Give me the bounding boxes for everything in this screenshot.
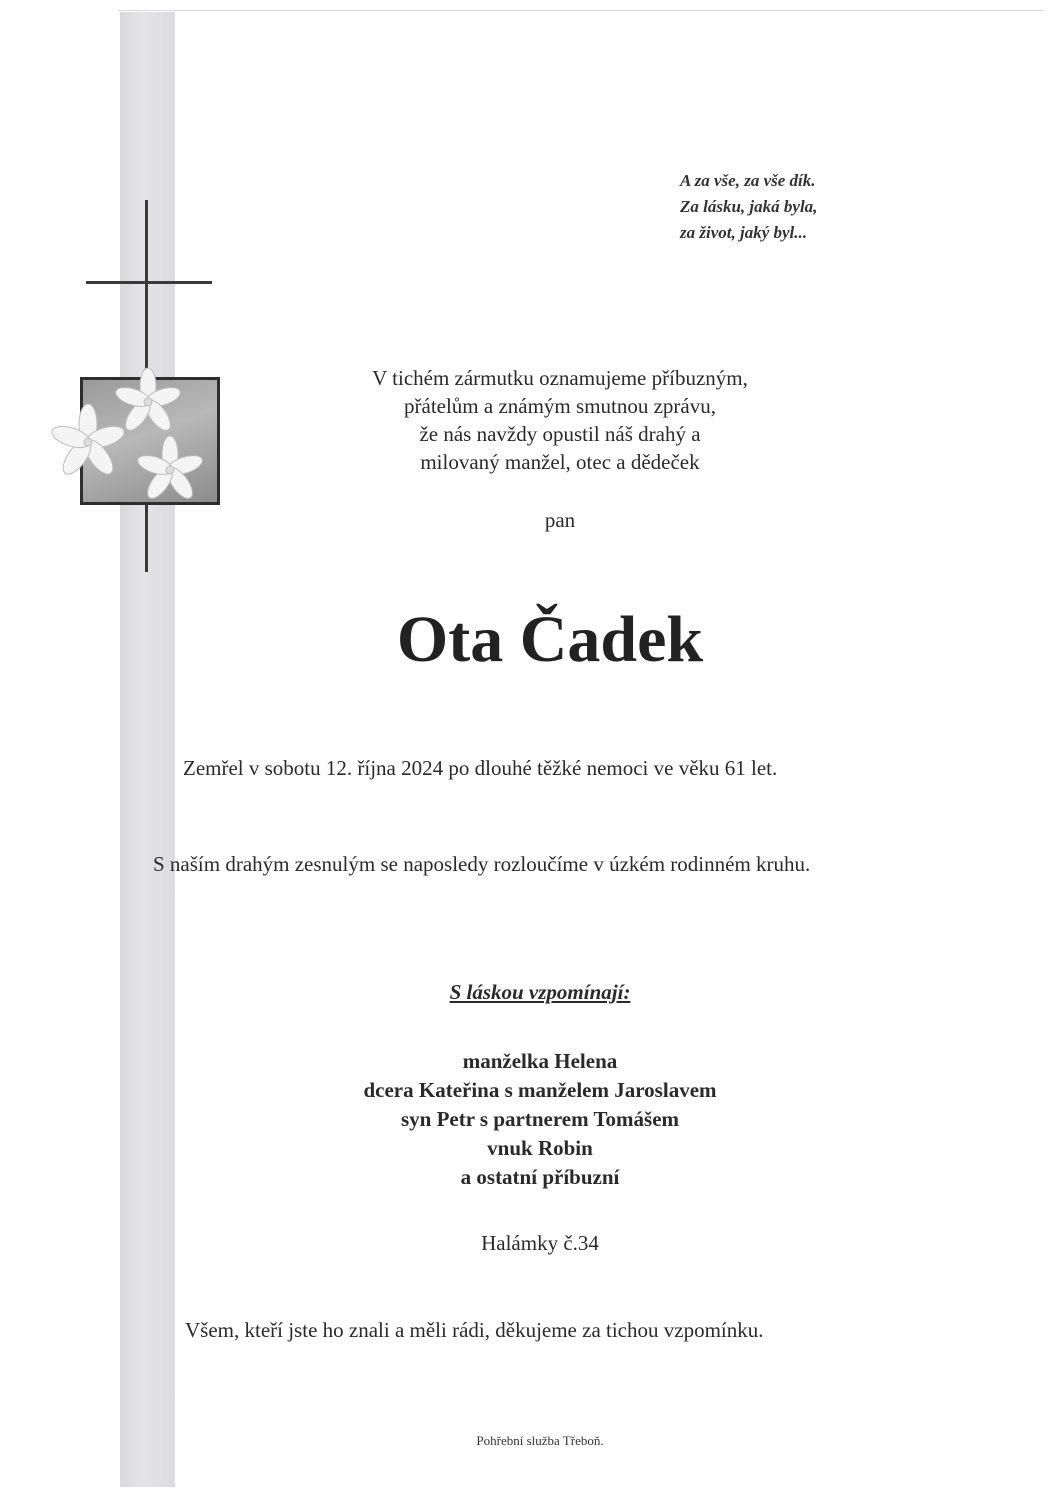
intro-line-1: V tichém zármutku oznamujeme příbuzným, (372, 366, 748, 390)
thanks-note: Všem, kteří jste ho znali a měli rádi, děkujeme za tichou vzpomínku. (185, 1318, 764, 1342)
remembrance-title: S láskou vzpomínají: (449, 980, 631, 1004)
mourner-item: syn Petr s partnerem Tomášem (400, 1107, 680, 1131)
address: Halámky č.34 (481, 1231, 599, 1255)
death-notice: Zemřel v sobotu 12. října 2024 po dlouhé těžké nemoci ve věku 61 let. (183, 756, 778, 780)
motto-line-3: za život, jaký byl... (680, 223, 808, 242)
cross-horizontal-bar (86, 281, 212, 284)
motto-verse (600, 168, 920, 246)
farewell-notice: S naším drahým zesnulým se naposledy rozloučíme v úzkém rodinném kruhu. (153, 852, 811, 876)
undertaker-name: Pohřební služba Třeboň. (476, 1433, 604, 1448)
top-rule (118, 10, 1043, 11)
lily-flowers-icon (48, 362, 208, 522)
mourner-item: dcera Kateřina s manželem Jaroslavem (363, 1078, 717, 1102)
mourner-item: manželka Helena (462, 1049, 618, 1073)
intro-paragraph (330, 364, 790, 476)
intro-line-4: milovaný manžel, otec a dědeček (420, 450, 700, 474)
intro-line-2: přátelům a známým smutnou zprávu, (404, 394, 716, 418)
mourner-item: a ostatní příbuzní (460, 1165, 620, 1189)
deceased-name: Ota Čadek (396, 603, 704, 676)
mourners-list (280, 1047, 800, 1192)
salutation: pan (544, 508, 576, 532)
motto-line-2: Za lásku, jaká byla, (680, 197, 818, 216)
motto-line-1: A za vše, za vše dík. (680, 171, 816, 190)
intro-line-3: že nás navždy opustil náš drahý a (419, 422, 701, 446)
mourner-item: vnuk Robin (487, 1136, 593, 1160)
